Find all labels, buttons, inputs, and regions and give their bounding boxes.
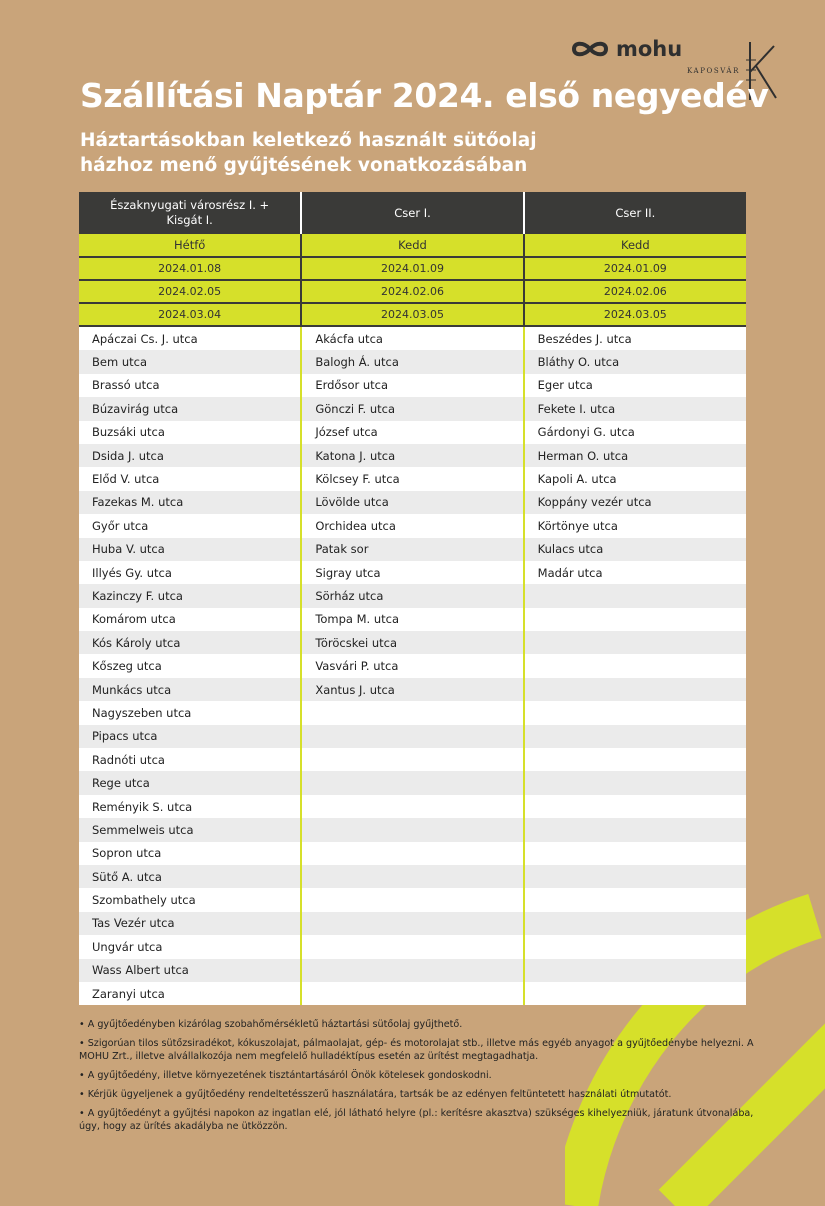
page-title: Szállítási Naptár 2024. első negyedév <box>80 76 769 115</box>
street-row <box>79 678 746 701</box>
street-cell: Herman O. utca <box>524 444 746 467</box>
street-cell: Sigray utca <box>301 561 523 584</box>
street-cell <box>524 748 746 771</box>
street-cell <box>301 912 523 935</box>
street-cell: Zaranyi utca <box>79 982 301 1005</box>
street-cell: Balogh Á. utca <box>301 350 523 373</box>
street-cell: Kölcsey F. utca <box>301 467 523 490</box>
street-cell: Töröcskei utca <box>301 631 523 654</box>
street-cell: Győr utca <box>79 514 301 537</box>
street-cell: Bem utca <box>79 350 301 373</box>
street-cell: Akácfa utca <box>301 326 523 350</box>
street-row <box>79 421 746 444</box>
notes <box>79 1018 759 1139</box>
street-cell <box>301 982 523 1005</box>
street-cell <box>524 608 746 631</box>
street-cell <box>301 771 523 794</box>
street-cell: Sörház utca <box>301 584 523 607</box>
street-cell <box>524 982 746 1005</box>
street-cell: Orchidea utca <box>301 514 523 537</box>
street-cell: Pipacs utca <box>79 725 301 748</box>
schedule-table <box>79 192 746 1005</box>
street-cell: Katona J. utca <box>301 444 523 467</box>
street-cell <box>524 888 746 911</box>
street-cell: Munkács utca <box>79 678 301 701</box>
street-cell: Tas Vezér utca <box>79 912 301 935</box>
street-cell <box>301 959 523 982</box>
street-row <box>79 608 746 631</box>
street-cell: Beszédes J. utca <box>524 326 746 350</box>
street-cell <box>524 678 746 701</box>
street-cell: Szombathely utca <box>79 888 301 911</box>
street-cell: Buzsáki utca <box>79 421 301 444</box>
street-cell: Komárom utca <box>79 608 301 631</box>
street-cell <box>524 912 746 935</box>
street-row <box>79 748 746 771</box>
subtitle-line-1: Háztartásokban keletkező használt sütőolaj <box>80 130 537 151</box>
street-cell: Körtönye utca <box>524 514 746 537</box>
street-row <box>79 326 746 350</box>
street-cell <box>524 701 746 724</box>
street-cell <box>301 842 523 865</box>
date-row <box>79 280 746 303</box>
street-row <box>79 584 746 607</box>
kaposvar-logo-text: KAPOSVÁR <box>687 67 740 75</box>
street-cell: Brassó utca <box>79 374 301 397</box>
street-cell: Kazinczy F. utca <box>79 584 301 607</box>
street-row <box>79 538 746 561</box>
street-cell: Illyés Gy. utca <box>79 561 301 584</box>
street-cell <box>524 959 746 982</box>
mohu-logo <box>570 37 682 61</box>
street-cell: Fekete I. utca <box>524 397 746 420</box>
weekday-cell: Hétfő <box>79 234 301 257</box>
street-row <box>79 514 746 537</box>
street-row <box>79 771 746 794</box>
street-row <box>79 491 746 514</box>
street-row <box>79 865 746 888</box>
street-row <box>79 397 746 420</box>
street-cell: Erdősor utca <box>301 374 523 397</box>
street-cell: Kulacs utca <box>524 538 746 561</box>
street-cell <box>524 584 746 607</box>
street-row <box>79 444 746 467</box>
street-cell <box>524 725 746 748</box>
street-row <box>79 842 746 865</box>
street-row <box>79 701 746 724</box>
note-item: • Szigorúan tilos sütőzsiradékot, kókuszolajat, pálmaolajat, gép- és motorolajat stb., illetve más egyéb anyagot a gyűjtőedénybe helyezni. A MOHU Zrt., illetve alvállalkozója nem megfelelő hulladéktípus esetén az ürítést megtagadhatja. <box>79 1038 754 1062</box>
street-row <box>79 795 746 818</box>
street-cell <box>301 888 523 911</box>
date-row <box>79 303 746 326</box>
street-row <box>79 818 746 841</box>
street-cell: Sopron utca <box>79 842 301 865</box>
street-cell <box>301 701 523 724</box>
page-subtitle <box>80 128 537 178</box>
street-cell: Előd V. utca <box>79 467 301 490</box>
street-cell: József utca <box>301 421 523 444</box>
street-cell <box>301 795 523 818</box>
street-row <box>79 561 746 584</box>
street-row <box>79 959 746 982</box>
street-cell: Huba V. utca <box>79 538 301 561</box>
street-cell <box>524 795 746 818</box>
area-header: Cser I. <box>301 192 523 234</box>
street-row <box>79 467 746 490</box>
street-cell: Apáczai Cs. J. utca <box>79 326 301 350</box>
weekday-row <box>79 234 746 257</box>
street-cell: Rege utca <box>79 771 301 794</box>
street-cell <box>524 935 746 958</box>
street-cell: Koppány vezér utca <box>524 491 746 514</box>
note-item: • Kérjük ügyeljenek a gyűjtőedény rendeltetésszerű használatára, tartsák be az edényen feltüntetett használati útmutatót. <box>79 1089 672 1100</box>
area-header: Északnyugati városrész I. + Kisgát I. <box>79 192 301 234</box>
street-cell <box>524 842 746 865</box>
street-cell: Bláthy O. utca <box>524 350 746 373</box>
area-header: Cser II. <box>524 192 746 234</box>
street-row <box>79 350 746 373</box>
street-cell: Radnóti utca <box>79 748 301 771</box>
street-cell <box>524 654 746 677</box>
weekday-cell: Kedd <box>524 234 746 257</box>
date-cell: 2024.03.05 <box>524 303 746 326</box>
mohu-logo-icon <box>570 38 610 60</box>
date-cell: 2024.02.06 <box>524 280 746 303</box>
street-cell: Wass Albert utca <box>79 959 301 982</box>
note-item: • A gyűjtőedényben kizárólag szobahőmérsékletű háztartási sütőolaj gyűjthető. <box>79 1019 463 1030</box>
street-row <box>79 631 746 654</box>
date-cell: 2024.01.08 <box>79 257 301 280</box>
street-cell <box>524 771 746 794</box>
street-cell: Reményik S. utca <box>79 795 301 818</box>
note-item: • A gyűjtőedényt a gyűjtési napokon az ingatlan elé, jól látható helyre (pl.: kerítésre akasztva) szükséges kihelyezniük, járatunk útvonalába, úgy, hogy az ürítés akadályba ne ütközzön. <box>79 1108 754 1132</box>
street-cell: Tompa M. utca <box>301 608 523 631</box>
street-cell <box>301 748 523 771</box>
street-cell: Búzavirág utca <box>79 397 301 420</box>
street-cell: Xantus J. utca <box>301 678 523 701</box>
street-row <box>79 725 746 748</box>
street-cell: Kapoli A. utca <box>524 467 746 490</box>
street-cell: Nagyszeben utca <box>79 701 301 724</box>
street-row <box>79 982 746 1005</box>
street-cell: Madár utca <box>524 561 746 584</box>
street-row <box>79 935 746 958</box>
street-cell: Dsida J. utca <box>79 444 301 467</box>
date-cell: 2024.02.06 <box>301 280 523 303</box>
street-cell: Gönczi F. utca <box>301 397 523 420</box>
area-header-row <box>79 192 746 234</box>
note-item: • A gyűjtőedény, illetve környezetének tisztántartásáról Önök kötelesek gondoskodni. <box>79 1070 492 1081</box>
street-cell: Kós Károly utca <box>79 631 301 654</box>
date-cell: 2024.02.05 <box>79 280 301 303</box>
street-cell: Lövölde utca <box>301 491 523 514</box>
date-cell: 2024.01.09 <box>301 257 523 280</box>
street-cell <box>524 631 746 654</box>
street-cell <box>301 935 523 958</box>
weekday-cell: Kedd <box>301 234 523 257</box>
street-cell: Fazekas M. utca <box>79 491 301 514</box>
street-cell: Semmelweis utca <box>79 818 301 841</box>
street-cell: Patak sor <box>301 538 523 561</box>
street-row <box>79 888 746 911</box>
street-cell: Gárdonyi G. utca <box>524 421 746 444</box>
street-cell <box>301 725 523 748</box>
street-cell <box>524 865 746 888</box>
date-cell: 2024.01.09 <box>524 257 746 280</box>
date-cell: 2024.03.04 <box>79 303 301 326</box>
date-cell: 2024.03.05 <box>301 303 523 326</box>
mohu-logo-text: mohu <box>616 37 683 61</box>
street-row <box>79 654 746 677</box>
street-cell <box>301 818 523 841</box>
street-row <box>79 912 746 935</box>
date-row <box>79 257 746 280</box>
street-cell: Ungvár utca <box>79 935 301 958</box>
street-cell <box>524 818 746 841</box>
street-cell: Kőszeg utca <box>79 654 301 677</box>
street-cell: Sütő A. utca <box>79 865 301 888</box>
street-row <box>79 374 746 397</box>
street-cell <box>301 865 523 888</box>
subtitle-line-2: házhoz menő gyűjtésének vonatkozásában <box>80 155 528 176</box>
street-cell: Eger utca <box>524 374 746 397</box>
street-cell: Vasvári P. utca <box>301 654 523 677</box>
